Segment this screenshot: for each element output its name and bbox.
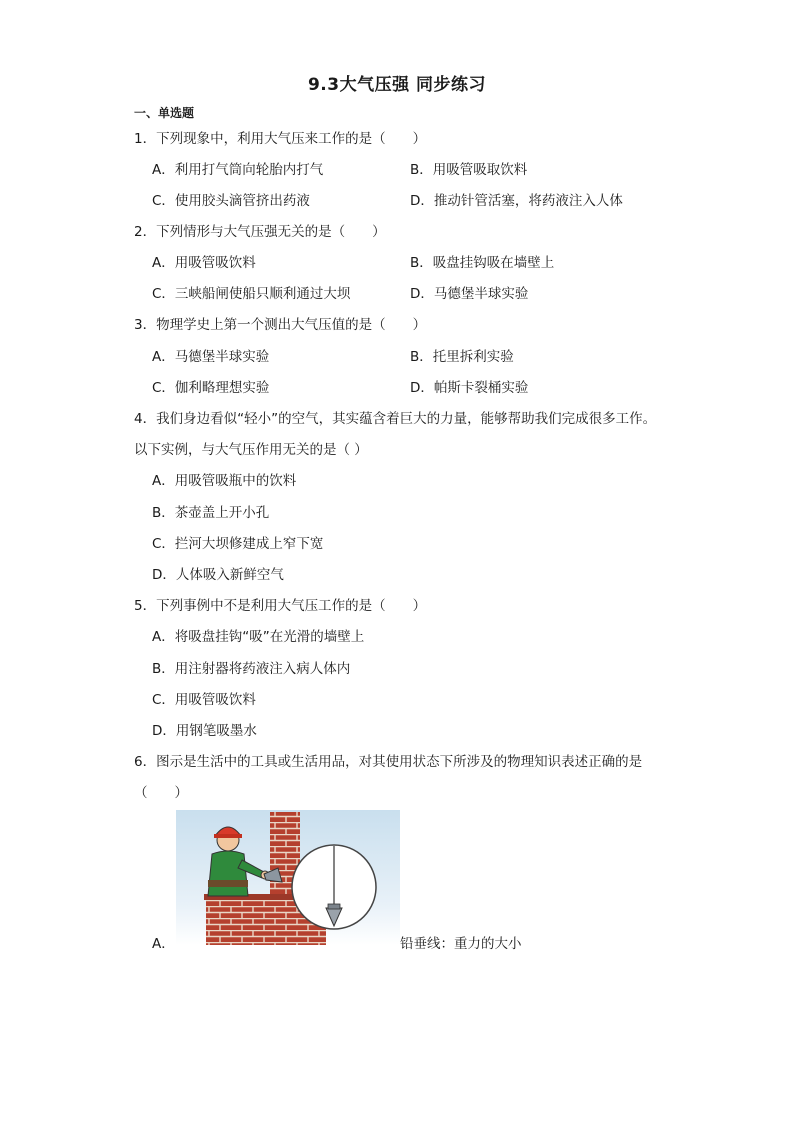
bricklayer-plumb-line-illustration: [176, 810, 400, 945]
question-3-option-a: A．马德堡半球实验: [152, 349, 270, 365]
question-3-option-d: D．帕斯卡裂桶实验: [410, 380, 529, 396]
question-5-stem: 5．下列事例中不是利用大气压工作的是（ ）: [134, 598, 427, 614]
question-6-stem-continued: （ ）: [134, 785, 188, 801]
question-2-stem: 2．下列情形与大气压强无关的是（ ）: [134, 224, 386, 240]
question-2-option-a: A．用吸管吸饮料: [152, 255, 256, 271]
question-5-option-d: D．用钢笔吸墨水: [152, 723, 257, 739]
question-1-option-d: D．推动针管活塞，将药液注入人体: [410, 193, 623, 209]
question-2-option-c: C．三峡船闸使船只顺利通过大坝: [152, 286, 351, 302]
section-heading: 一、单选题: [134, 106, 195, 120]
question-4-option-d: D．人体吸入新鲜空气: [152, 567, 284, 583]
question-2-option-b: B．吸盘挂钩吸在墙壁上: [410, 255, 555, 271]
question-4-stem: 4．我们身边看似“轻小”的空气，其实蕴含着巨大的力量，能够帮助我们完成很多工作。: [134, 411, 657, 427]
question-1-option-c: C．使用胶头滴管挤出药液: [152, 193, 310, 209]
page-title: 9.3大气压强 同步练习: [307, 75, 487, 95]
question-5-option-b: B．用注射器将药液注入病人体内: [152, 661, 351, 677]
question-4-option-a: A．用吸管吸瓶中的饮料: [152, 473, 297, 489]
question-5-option-a: A．将吸盘挂钩“吸”在光滑的墙壁上: [152, 629, 365, 645]
question-3-option-b: B．托里拆利实验: [410, 349, 514, 365]
question-4-option-b: B．茶壶盖上开小孔: [152, 505, 270, 521]
question-2-option-d: D．马德堡半球实验: [410, 286, 529, 302]
question-4-option-c: C．拦河大坝修建成上窄下宽: [152, 536, 324, 552]
question-1-stem: 1．下列现象中，利用大气压来工作的是（ ）: [134, 131, 427, 147]
question-6-option-a-text: 铅垂线：重力的大小: [400, 936, 522, 952]
question-6-stem: 6．图示是生活中的工具或生活用品，对其使用状态下所涉及的物理知识表述正确的是: [134, 754, 643, 770]
question-1-option-a: A．利用打气筒向轮胎内打气: [152, 162, 324, 178]
question-4-stem-continued: 以下实例，与大气压作用无关的是（ ）: [134, 442, 368, 458]
question-5-option-c: C．用吸管吸饮料: [152, 692, 256, 708]
question-3-stem: 3．物理学史上第一个测出大气压值的是（ ）: [134, 317, 427, 333]
question-1-option-b: B．用吸管吸取饮料: [410, 162, 528, 178]
question-6-option-a-label: A．: [152, 936, 175, 952]
question-3-option-c: C．伽利略理想实验: [152, 380, 270, 396]
